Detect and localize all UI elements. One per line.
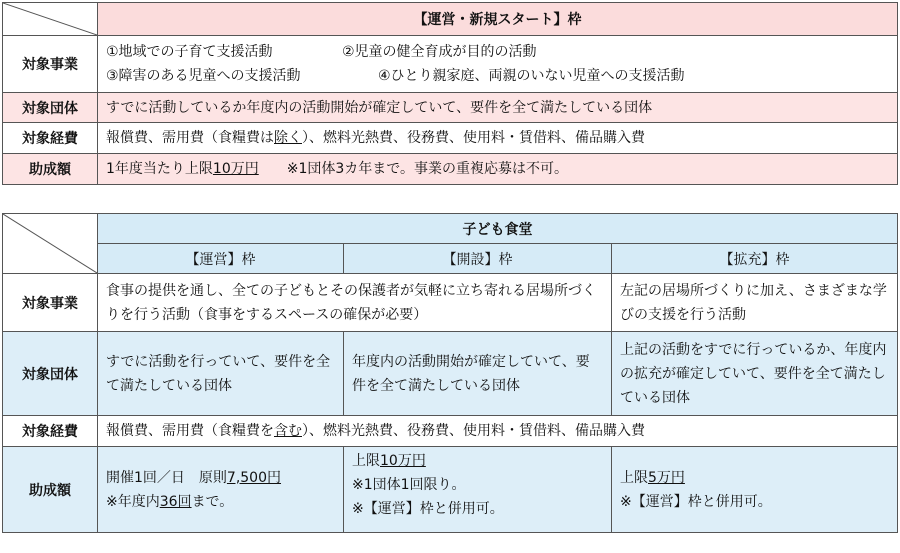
target-groups-cell: すでに活動しているか年度内の活動開始が確定していて、要件を全て満たしている団体 xyxy=(98,93,898,123)
column-header-expand: 【拡充】枠 xyxy=(612,244,898,274)
general-grant-table xyxy=(2,2,898,185)
grant-open-line3: ※【運営】枠と併用可。 xyxy=(352,501,504,517)
row-label-target-projects-2: 対象事業 xyxy=(3,274,98,332)
target-projects-merged-cell: 食事の提供を通し、全ての子どもとその保護者が気軽に立ち寄れる居場所づくりを行う活動（食事をするスペースの確保が必要） xyxy=(98,274,612,332)
costs2-text-pre: 報償費、需用費（食糧費を xyxy=(106,423,274,439)
grant-amount: 10万円 xyxy=(212,161,259,177)
project-item-3: ③障害のある児童への支援活動 xyxy=(106,68,301,84)
grant-expand-amount: 5万円 xyxy=(648,469,685,486)
grant-open-line2: ※1団体1回限り。 xyxy=(352,477,466,493)
grant-text-pre: 1年度当たり上限 xyxy=(106,161,213,177)
target-groups-operate-cell: すでに活動を行っていて、要件を全て満たしている団体 xyxy=(98,332,344,416)
column-header-operate: 【運営】枠 xyxy=(98,244,344,274)
grant-operate-cell xyxy=(98,447,344,533)
row-label-target-costs: 対象経費 xyxy=(3,123,98,154)
grant-operate-line2-post: まで。 xyxy=(191,493,234,510)
grant-expand-cell xyxy=(612,447,898,533)
costs-text-pre: 報償費、需用費（食糧費は xyxy=(106,130,274,146)
row-label-target-groups: 対象団体 xyxy=(3,93,98,123)
row-label-target-groups-2: 対象団体 xyxy=(3,332,98,416)
grant-cell xyxy=(98,154,898,185)
row-label-grant-2: 助成額 xyxy=(3,447,98,533)
target-projects-cell xyxy=(98,36,898,93)
row-label-grant: 助成額 xyxy=(3,154,98,185)
grant-operate-line1: 開催1回／日 原則 xyxy=(106,469,227,486)
table2-header: 子ども食堂 xyxy=(98,214,898,244)
column-header-open: 【開設】枠 xyxy=(344,244,612,274)
row-label-target-projects: 対象事業 xyxy=(3,36,98,93)
target-groups-open-cell: 年度内の活動開始が確定していて、要件を全て満たしている団体 xyxy=(344,332,612,416)
grant-operate-line2: ※年度内 xyxy=(106,493,160,510)
grant-open-amount: 10万円 xyxy=(380,453,426,469)
target-groups-expand-cell: 上記の活動をすでに行っているか、年度内の拡充が確定していて、要件を全て満たしている団体 xyxy=(612,332,898,416)
grant-expand-line2: ※【運営】枠と併用可。 xyxy=(620,493,772,510)
grant-open-line1: 上限 xyxy=(352,453,380,469)
project-item-1: ①地域での子育て支援活動 xyxy=(106,44,273,60)
corner-cell xyxy=(3,3,98,36)
kodomo-shokudo-table xyxy=(2,213,898,533)
grant-note: ※1団体3カ年まで。事業の重複応募は不可。 xyxy=(286,161,569,177)
project-item-2: ②児童の健全育成が目的の活動 xyxy=(342,44,537,60)
costs2-text-underlined: 含む xyxy=(274,423,302,439)
target-costs-cell xyxy=(98,123,898,154)
grant-open-cell xyxy=(344,447,612,533)
project-item-4: ④ひとり親家庭、両親のいない児童への支援活動 xyxy=(378,68,685,84)
costs-text-post: ）、燃料光熱費、役務費、使用料・賃借料、備品購入費 xyxy=(302,130,645,146)
corner-cell-2 xyxy=(3,214,98,274)
grant-expand-line1: 上限 xyxy=(620,469,648,486)
table1-header: 【運営・新規スタート】枠 xyxy=(98,3,898,36)
costs-text-underlined: 除く xyxy=(274,130,302,146)
costs2-text-post: ）、燃料光熱費、役務費、使用料・賃借料、備品購入費 xyxy=(302,423,645,439)
target-projects-expand-cell: 左記の居場所づくりに加え、さまざまな学びの支援を行う活動 xyxy=(612,274,898,332)
row-label-target-costs-2: 対象経費 xyxy=(3,416,98,447)
grant-operate-amount: 7,500円 xyxy=(226,469,282,486)
grant-operate-count: 36回 xyxy=(159,493,192,510)
target-costs-cell-2 xyxy=(98,416,898,447)
